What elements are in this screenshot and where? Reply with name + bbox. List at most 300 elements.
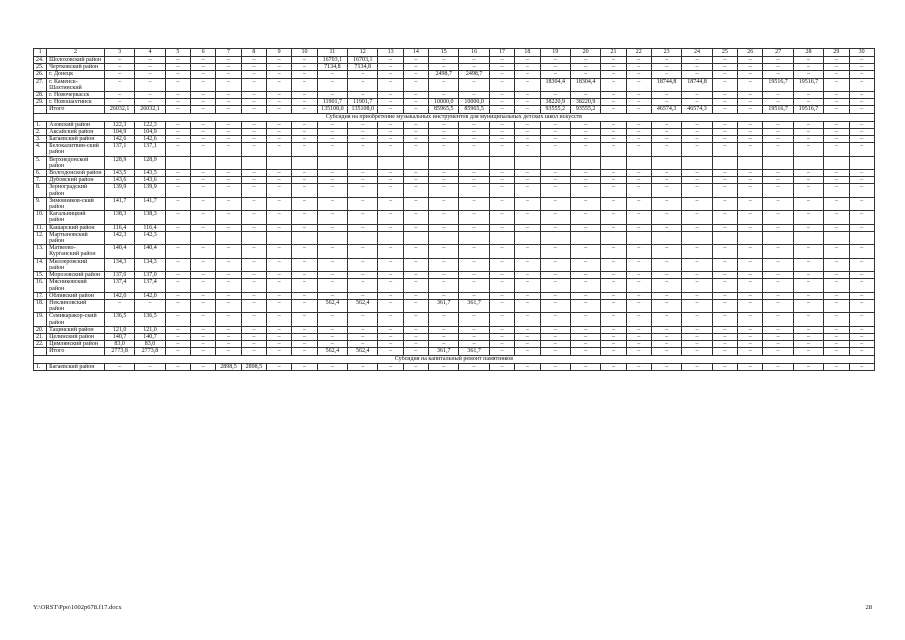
value-cell: – [763, 177, 793, 184]
value-cell: – [191, 177, 216, 184]
value-cell [651, 156, 681, 169]
value-cell: – [824, 71, 849, 78]
value-cell: – [378, 245, 403, 258]
value-cell: – [317, 245, 347, 258]
section-header-row [34, 113, 875, 121]
column-number-cell: 14 [403, 49, 428, 57]
value-cell: – [348, 272, 378, 279]
value-cell: – [403, 184, 428, 197]
value-cell: – [317, 128, 347, 135]
value-cell: – [292, 57, 317, 64]
value-cell: – [824, 99, 849, 106]
value-cell: – [267, 121, 292, 128]
value-cell: – [191, 326, 216, 333]
value-cell: – [824, 313, 849, 326]
value-cell: – [626, 99, 651, 106]
value-cell: – [738, 211, 763, 224]
value-cell: – [317, 258, 347, 271]
value-cell: – [241, 106, 266, 113]
value-cell: – [601, 184, 626, 197]
value-cell: – [267, 326, 292, 333]
column-number-cell: 4 [135, 49, 165, 57]
value-cell: – [241, 272, 266, 279]
value-cell: – [626, 64, 651, 71]
value-cell: – [216, 57, 241, 64]
value-cell [241, 231, 266, 244]
value-cell [216, 231, 241, 244]
value-cell: – [135, 64, 165, 71]
value-cell: – [763, 292, 793, 299]
value-cell: – [165, 177, 190, 184]
value-cell: – [135, 99, 165, 106]
value-cell: – [626, 128, 651, 135]
value-cell: – [651, 272, 681, 279]
value-cell: – [515, 363, 540, 370]
value-cell: – [570, 184, 600, 197]
value-cell: – [241, 333, 266, 340]
value-cell: – [570, 363, 600, 370]
value-cell: – [682, 348, 712, 355]
value-cell: – [626, 177, 651, 184]
value-cell: – [738, 99, 763, 106]
value-cell: – [378, 64, 403, 71]
row-number-cell: 7. [34, 177, 47, 184]
value-cell: – [601, 197, 626, 210]
value-cell: – [292, 333, 317, 340]
value-cell: – [515, 99, 540, 106]
value-cell: – [267, 64, 292, 71]
value-cell [241, 156, 266, 169]
value-cell: – [489, 71, 514, 78]
value-cell: – [104, 57, 134, 64]
row-number-cell: 20. [34, 326, 47, 333]
value-cell: – [626, 170, 651, 177]
row-number-cell: 29. [34, 99, 47, 106]
value-cell: – [403, 292, 428, 299]
value-cell [292, 156, 317, 169]
value-cell: 142,3 [104, 231, 134, 244]
value-cell: – [292, 313, 317, 326]
table-row [34, 177, 875, 184]
value-cell: – [241, 92, 266, 99]
value-cell: – [378, 121, 403, 128]
value-cell: – [763, 279, 793, 292]
value-cell: – [570, 279, 600, 292]
value-cell: 141,7 [135, 197, 165, 210]
value-cell: – [793, 333, 823, 340]
value-cell: – [165, 272, 190, 279]
value-cell: – [191, 197, 216, 210]
value-cell: – [267, 363, 292, 370]
table-row [34, 156, 875, 169]
value-cell: – [570, 71, 600, 78]
value-cell: 18744,8 [651, 78, 681, 91]
table-row [34, 99, 875, 106]
value-cell: – [459, 57, 489, 64]
value-cell: – [601, 341, 626, 348]
value-cell: – [267, 71, 292, 78]
value-cell: – [165, 64, 190, 71]
value-cell: – [241, 245, 266, 258]
value-cell: – [459, 121, 489, 128]
value-cell: – [403, 128, 428, 135]
value-cell [712, 156, 737, 169]
value-cell: – [378, 313, 403, 326]
table-row [34, 197, 875, 210]
table-row [34, 106, 875, 113]
value-cell: – [763, 313, 793, 326]
value-cell: – [429, 197, 459, 210]
value-cell: – [216, 258, 241, 271]
value-cell: – [849, 326, 874, 333]
value-cell: – [378, 279, 403, 292]
value-cell: – [104, 299, 134, 312]
value-cell: – [241, 136, 266, 143]
value-cell: – [682, 136, 712, 143]
row-number-cell: 17. [34, 292, 47, 299]
value-cell: – [489, 279, 514, 292]
value-cell: 142,6 [135, 136, 165, 143]
column-number-cell: 26 [738, 49, 763, 57]
row-number-cell: 9. [34, 197, 47, 210]
value-cell: – [515, 224, 540, 231]
value-cell: – [515, 106, 540, 113]
value-cell: – [292, 121, 317, 128]
value-cell: – [348, 170, 378, 177]
value-cell: – [682, 272, 712, 279]
value-cell: – [216, 184, 241, 197]
column-number-cell: 12 [348, 49, 378, 57]
value-cell: – [682, 333, 712, 340]
row-number-cell: 3. [34, 136, 47, 143]
value-cell: – [216, 272, 241, 279]
value-cell: – [849, 170, 874, 177]
value-cell: – [348, 128, 378, 135]
value-cell: – [165, 326, 190, 333]
value-cell: – [459, 177, 489, 184]
value-cell: – [403, 245, 428, 258]
value-cell: – [489, 224, 514, 231]
value-cell: – [793, 299, 823, 312]
value-cell: 137,4 [104, 279, 134, 292]
value-cell: – [682, 279, 712, 292]
value-cell: – [515, 92, 540, 99]
column-number-cell: 27 [763, 49, 793, 57]
value-cell: – [267, 348, 292, 355]
value-cell: – [317, 211, 347, 224]
value-cell [216, 156, 241, 169]
value-cell: – [651, 279, 681, 292]
value-cell: – [738, 299, 763, 312]
value-cell: – [570, 245, 600, 258]
row-number-cell: 8. [34, 184, 47, 197]
value-cell: – [682, 258, 712, 271]
value-cell: – [601, 299, 626, 312]
value-cell: – [540, 184, 570, 197]
value-cell: – [489, 333, 514, 340]
value-cell: 562,4 [348, 299, 378, 312]
column-number-cell: 28 [793, 49, 823, 57]
value-cell: – [267, 128, 292, 135]
value-cell: – [429, 57, 459, 64]
value-cell: – [651, 197, 681, 210]
value-cell: – [267, 184, 292, 197]
table-row [34, 333, 875, 340]
value-cell: – [712, 78, 737, 91]
value-cell: 11901,7 [348, 99, 378, 106]
value-cell: – [738, 177, 763, 184]
value-cell: – [712, 170, 737, 177]
value-cell: – [712, 272, 737, 279]
value-cell: – [489, 258, 514, 271]
value-cell: – [824, 121, 849, 128]
value-cell: – [459, 224, 489, 231]
value-cell: – [824, 363, 849, 370]
territory-name-cell: Зерноградский район [47, 184, 105, 197]
value-cell: – [403, 78, 428, 91]
value-cell: 136,5 [104, 313, 134, 326]
value-cell [317, 231, 347, 244]
value-cell: 138,3 [135, 211, 165, 224]
value-cell: – [793, 258, 823, 271]
value-cell: – [403, 121, 428, 128]
value-cell: – [191, 106, 216, 113]
value-cell: – [570, 177, 600, 184]
value-cell: – [165, 363, 190, 370]
value-cell: – [712, 184, 737, 197]
value-cell: – [515, 57, 540, 64]
value-cell: – [824, 245, 849, 258]
value-cell: – [570, 197, 600, 210]
value-cell: 122,3 [135, 121, 165, 128]
value-cell: – [348, 136, 378, 143]
value-cell: – [793, 279, 823, 292]
value-cell: – [682, 299, 712, 312]
value-cell: – [292, 92, 317, 99]
value-cell: – [540, 224, 570, 231]
column-number-cell: 16 [459, 49, 489, 57]
value-cell: – [515, 333, 540, 340]
value-cell: – [515, 313, 540, 326]
value-cell: – [429, 224, 459, 231]
value-cell: – [459, 184, 489, 197]
value-cell: – [682, 99, 712, 106]
value-cell: 361,7 [459, 299, 489, 312]
value-cell: – [849, 121, 874, 128]
value-cell: – [489, 363, 514, 370]
value-cell: – [763, 348, 793, 355]
value-cell: – [626, 258, 651, 271]
value-cell: – [216, 313, 241, 326]
value-cell: – [651, 363, 681, 370]
value-cell: – [165, 313, 190, 326]
row-number-cell: 5. [34, 156, 47, 169]
value-cell: 104,9 [135, 128, 165, 135]
territory-name-cell: Морозовский район [47, 272, 105, 279]
value-cell: – [165, 136, 190, 143]
column-number-cell: 7 [216, 49, 241, 57]
value-cell [403, 156, 428, 169]
value-cell: – [824, 326, 849, 333]
value-cell: – [165, 341, 190, 348]
value-cell: – [267, 224, 292, 231]
value-cell: – [165, 92, 190, 99]
value-cell: – [292, 326, 317, 333]
value-cell [570, 156, 600, 169]
value-cell: – [849, 143, 874, 156]
row-number-cell: 6. [34, 170, 47, 177]
value-cell: – [515, 258, 540, 271]
value-cell: – [378, 348, 403, 355]
value-cell: – [515, 348, 540, 355]
value-cell: – [165, 128, 190, 135]
value-cell: – [738, 197, 763, 210]
value-cell: – [849, 92, 874, 99]
value-cell: – [292, 224, 317, 231]
value-cell: – [378, 170, 403, 177]
value-cell [515, 156, 540, 169]
value-cell: – [601, 99, 626, 106]
value-cell [191, 231, 216, 244]
value-cell: – [489, 326, 514, 333]
value-cell: 10000,0 [429, 99, 459, 106]
value-cell: 18304,4 [570, 78, 600, 91]
value-cell: – [849, 363, 874, 370]
value-cell: – [651, 341, 681, 348]
value-cell: 562,4 [348, 348, 378, 355]
value-cell: – [378, 128, 403, 135]
value-cell: – [824, 128, 849, 135]
value-cell: – [824, 197, 849, 210]
value-cell: – [191, 99, 216, 106]
value-cell: – [738, 326, 763, 333]
value-cell: – [712, 71, 737, 78]
value-cell [403, 231, 428, 244]
value-cell: – [459, 292, 489, 299]
value-cell: – [540, 197, 570, 210]
value-cell: – [267, 57, 292, 64]
value-cell: 141,7 [104, 197, 134, 210]
value-cell: – [489, 92, 514, 99]
value-cell: – [216, 106, 241, 113]
value-cell: – [429, 121, 459, 128]
value-cell: – [348, 92, 378, 99]
value-cell: – [601, 258, 626, 271]
value-cell: – [489, 272, 514, 279]
value-cell: 85965,5 [459, 106, 489, 113]
value-cell: – [626, 279, 651, 292]
value-cell: 361,7 [429, 299, 459, 312]
value-cell: – [682, 313, 712, 326]
territory-name-cell: Итого [47, 348, 105, 355]
value-cell: – [712, 258, 737, 271]
value-cell: – [540, 341, 570, 348]
value-cell: – [570, 299, 600, 312]
value-cell: – [712, 333, 737, 340]
value-cell: – [135, 71, 165, 78]
value-cell: – [515, 128, 540, 135]
value-cell: – [738, 245, 763, 258]
value-cell: – [682, 326, 712, 333]
value-cell: – [216, 279, 241, 292]
value-cell: – [712, 99, 737, 106]
value-cell: – [317, 177, 347, 184]
value-cell: – [292, 292, 317, 299]
value-cell: – [459, 143, 489, 156]
value-cell: – [570, 92, 600, 99]
table-row [34, 128, 875, 135]
value-cell: – [540, 71, 570, 78]
value-cell: – [403, 211, 428, 224]
column-number-row [34, 49, 875, 57]
value-cell: 128,9 [104, 156, 134, 169]
value-cell: – [824, 348, 849, 355]
value-cell: – [651, 348, 681, 355]
value-cell: – [793, 57, 823, 64]
value-cell: – [135, 92, 165, 99]
value-cell: – [403, 64, 428, 71]
value-cell: – [241, 326, 266, 333]
value-cell: – [824, 292, 849, 299]
column-number-cell: 22 [626, 49, 651, 57]
value-cell: – [540, 128, 570, 135]
value-cell [515, 231, 540, 244]
value-cell: – [793, 121, 823, 128]
territory-name-cell: Итого [47, 106, 105, 113]
row-number-cell: 13. [34, 245, 47, 258]
value-cell: – [793, 64, 823, 71]
value-cell: – [241, 64, 266, 71]
value-cell: – [763, 197, 793, 210]
value-cell: – [403, 99, 428, 106]
value-cell: – [216, 136, 241, 143]
column-number-cell: 17 [489, 49, 514, 57]
value-cell: – [191, 57, 216, 64]
value-cell: – [712, 106, 737, 113]
value-cell: – [824, 64, 849, 71]
value-cell: – [241, 121, 266, 128]
value-cell: – [191, 170, 216, 177]
value-cell: – [849, 106, 874, 113]
value-cell: – [738, 136, 763, 143]
value-cell: – [849, 299, 874, 312]
value-cell: – [763, 57, 793, 64]
value-cell: 122,3 [104, 121, 134, 128]
value-cell: – [459, 326, 489, 333]
value-cell: – [429, 64, 459, 71]
value-cell: – [429, 313, 459, 326]
value-cell: – [738, 143, 763, 156]
value-cell: – [292, 78, 317, 91]
row-number-cell: 22. [34, 341, 47, 348]
row-number-cell: 11. [34, 224, 47, 231]
value-cell: – [317, 136, 347, 143]
value-cell: – [712, 121, 737, 128]
value-cell: – [515, 245, 540, 258]
value-cell: – [682, 170, 712, 177]
value-cell: – [738, 92, 763, 99]
value-cell: – [348, 292, 378, 299]
value-cell: – [570, 136, 600, 143]
value-cell: – [570, 224, 600, 231]
value-cell: – [403, 143, 428, 156]
value-cell: – [651, 333, 681, 340]
value-cell: – [292, 279, 317, 292]
value-cell: – [540, 363, 570, 370]
territory-name-cell: Семикаракор-ский район [47, 313, 105, 326]
value-cell: – [348, 177, 378, 184]
value-cell: – [651, 57, 681, 64]
